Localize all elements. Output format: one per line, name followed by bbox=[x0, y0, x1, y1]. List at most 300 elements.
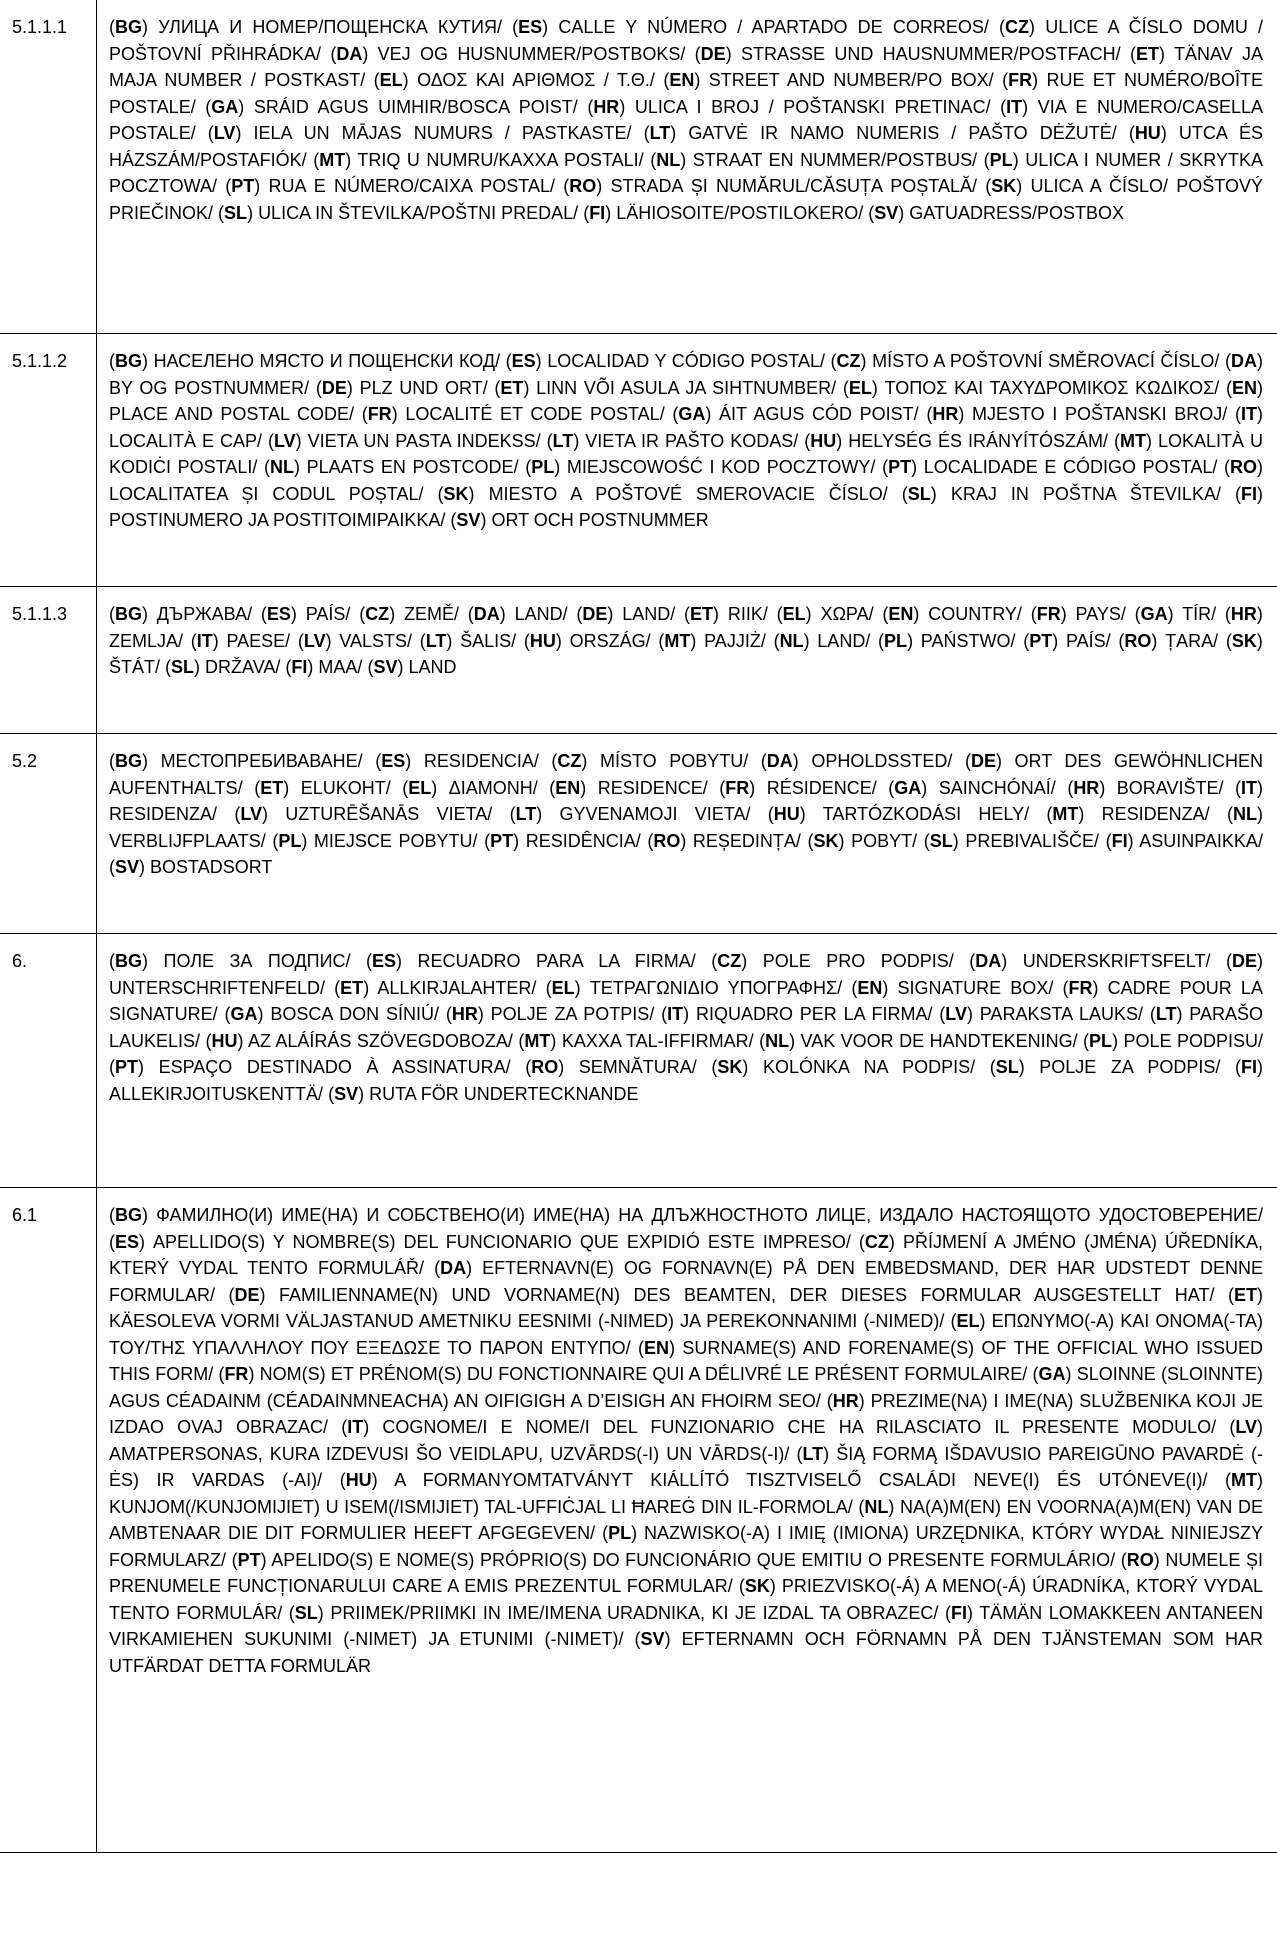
field-number: 6. bbox=[0, 934, 97, 1188]
language-code: HU bbox=[1134, 123, 1161, 143]
translation-entry: (PT) RESIDÊNCIA/ bbox=[484, 830, 641, 851]
translation-text: ORT DES GEWÖHNLICHEN AUFENTHALTS/ bbox=[109, 751, 1264, 798]
translation-entry: (SK) KOLÓNKA NA PODPIS/ bbox=[711, 1057, 976, 1077]
translation-text: RUTA FÖR UNDERTECKNANDE bbox=[369, 1083, 639, 1104]
language-code: BG bbox=[115, 951, 142, 971]
language-code: ET bbox=[340, 977, 364, 998]
translation-entry: (MT) KUNJOM(/KUNJOMIJIET) U ISEM(/ISMIJIET) TAL-UFFIĊJAL LI ĦAREĠ DIN IL-FORMOLA/ bbox=[109, 1470, 1263, 1517]
translation-text: GYVENAMOJI VIETA/ bbox=[559, 804, 751, 824]
translation-text: GATUADRESS/POSTBOX bbox=[909, 202, 1124, 223]
language-code: CZ bbox=[836, 351, 861, 371]
translation-text: MIEJSCE POBYTU/ bbox=[313, 830, 478, 851]
translation-entry: (NL) VERBLIJFPLAATS/ bbox=[109, 804, 1263, 851]
translation-text: A FORMANYOMTATVÁNYT KIÁLLÍTÓ TISZTVISELŐ CSALÁDI NEVE(I) ÉS UTÓNEVE(I)/ bbox=[394, 1470, 1208, 1490]
translation-entry: (SV) BOSTADSORT bbox=[109, 857, 273, 877]
language-code: LV bbox=[213, 123, 236, 143]
translation-entry: (BG) ДЪРЖАВА/ bbox=[109, 604, 253, 624]
translation-text: STRAAT EN NUMMER/POSTBUS/ bbox=[692, 149, 978, 170]
translation-text: RESIDÊNCIA/ bbox=[525, 830, 641, 851]
language-code: FI bbox=[589, 202, 606, 223]
language-code: HR bbox=[932, 404, 959, 424]
translation-text: ŠTÁT/ bbox=[109, 657, 161, 677]
translation-entry: (CZ) POLE PRO PODPIS/ bbox=[711, 951, 954, 971]
translation-entry: (SK) ULICA A ČÍSLO/ POŠTOVÝ PRIEČINOK/ bbox=[109, 176, 1263, 223]
language-code: EN bbox=[857, 977, 883, 998]
translation-entry: (FR) PAYS/ bbox=[1030, 604, 1126, 624]
translation-text: RECUADRO PARA LA FIRMA/ bbox=[417, 951, 696, 971]
language-code: ES bbox=[511, 351, 536, 371]
field-translations bbox=[97, 0, 1277, 334]
translation-text: KRAJ IN POŠTNA ŠTEVILKA/ bbox=[950, 483, 1221, 504]
table-row bbox=[0, 934, 1277, 1188]
translation-entry: (DE) UNTERSCHRIFTENFELD/ bbox=[109, 951, 1263, 998]
language-code: EL bbox=[551, 977, 575, 998]
translation-text: HELYSÉG ÉS IRÁNYÍTÓSZÁM/ bbox=[848, 430, 1108, 451]
translation-entry: (EL) ΤΕΤΡΑΓΩΝΙΔΙΟ ΥΠΟΓΡΑΦΗΣ/ bbox=[545, 977, 843, 998]
translation-entry: (PL) MIEJSCE POBYTU/ bbox=[272, 830, 478, 851]
translation-text: STRADA ȘI NUMĂRUL/CĂSUȚA POȘTALĂ/ bbox=[610, 176, 977, 196]
translation-entry: (MT) PAJJIŻ/ bbox=[658, 630, 766, 651]
translation-text: NA(A)M(EN) EN VOORNA(A)M(EN) VAN DE AMBTENAAR DIE DIT FORMULIER HEEFT AFGEGEVEN/ bbox=[109, 1496, 1264, 1543]
translation-text: POLE PRO PODPIS/ bbox=[762, 951, 954, 971]
translation-entry: (ES) RESIDENCIA/ bbox=[375, 751, 539, 771]
translation-text: UNDERSKRIFTSFELT/ bbox=[1022, 951, 1211, 971]
language-code: LT bbox=[552, 430, 574, 451]
translation-text: ФАМИЛНО(И) ИМЕ(НА) И СОБСТВЕНО(И) ИМЕ(НА) НА ДЛЪЖНОСТНОТО ЛИЦЕ, ИЗДАЛО НАСТОЯЩОТО УДОСТОВЕРЕНИЕ/ bbox=[156, 1205, 1263, 1225]
language-code: GA bbox=[1140, 604, 1168, 624]
translation-entry: (BG) ПОЛЕ ЗА ПОДПИС/ bbox=[109, 951, 351, 971]
language-code: LV bbox=[274, 430, 296, 451]
translation-entry: (HR) ZEMLJA/ bbox=[109, 604, 1263, 651]
language-code: EL bbox=[408, 777, 432, 798]
translation-entry: (LV) UZTURĒŠANĀS VIETA/ bbox=[234, 804, 493, 824]
language-code: HU bbox=[529, 630, 556, 651]
translation-text: ДЪРЖАВА/ bbox=[156, 604, 253, 624]
translation-text: TÄMÄN LOMAKKEEN ANTANEEN VIRKAMIEHEN SUKUNIMI (-NIMET) JA ETUNIMI (-NIMET)/ bbox=[109, 1602, 1263, 1649]
language-code: DE bbox=[1231, 951, 1257, 971]
language-code: IT bbox=[196, 630, 213, 651]
translation-entry: (ES) APELLIDO(S) Y NOMBRE(S) DEL FUNCIONARIO QUE EXPIDIÓ ESTE IMPRESO/ bbox=[109, 1231, 851, 1252]
language-code: DA bbox=[766, 751, 793, 771]
translation-entry: (HU) HELYSÉG ÉS IRÁNYÍTÓSZÁM/ bbox=[804, 430, 1108, 451]
translation-entry: (BG) НАСЕЛЕНО МЯСТО И ПОЩЕНСКИ КОД/ bbox=[109, 351, 501, 371]
language-code: HU bbox=[345, 1470, 372, 1490]
language-code: MT bbox=[1052, 804, 1079, 824]
language-code: HR bbox=[1073, 777, 1100, 798]
language-code: HU bbox=[810, 430, 837, 451]
translation-entry: (EN) COUNTRY/ bbox=[882, 604, 1022, 624]
translation-entry: (DA) OPHOLDSSTED/ bbox=[760, 751, 953, 771]
language-code: PT bbox=[888, 457, 912, 477]
translation-entry: (NL) LAND/ bbox=[773, 630, 871, 651]
language-code: FR bbox=[1068, 977, 1093, 998]
language-code: EN bbox=[555, 777, 581, 798]
translation-text: ZEMLJA/ bbox=[109, 630, 184, 651]
language-code: DA bbox=[1231, 351, 1257, 371]
language-code: RO bbox=[1124, 630, 1152, 651]
translation-entry: (EL) ΧΩΡΑ/ bbox=[776, 604, 874, 624]
language-code: BG bbox=[115, 751, 142, 771]
language-code: FI bbox=[1241, 1057, 1257, 1077]
translation-text: RÉSIDENCE/ bbox=[766, 777, 877, 798]
field-translations bbox=[97, 934, 1277, 1188]
translation-text: PLACE AND POSTAL CODE/ bbox=[109, 404, 355, 424]
translation-text: RIQUADRO PER LA FIRMA/ bbox=[695, 1004, 933, 1024]
translation-text: STRASSE UND HAUSNUMMER/POSTFACH/ bbox=[741, 43, 1121, 64]
translation-text: VEJ OG HUSNUMMER/POSTBOKS/ bbox=[377, 43, 686, 64]
translation-text: ŠALIS/ bbox=[460, 630, 517, 651]
translation-entry: (HU) A FORMANYOMTATVÁNYT KIÁLLÍTÓ TISZTVISELŐ CSALÁDI NEVE(I) ÉS UTÓNEVE(I)/ bbox=[339, 1470, 1208, 1490]
translation-text: PREZIME(NA) I IME(NA) SLUŽBENIKA KOJI JE IZDAO OVAJ OBRAZAC/ bbox=[109, 1390, 1263, 1437]
translation-text: МЕСТОПРЕБИВАВАНЕ/ bbox=[160, 751, 363, 771]
translation-text: BOSCA DON SÍNIÚ/ bbox=[270, 1004, 439, 1024]
language-code: SL bbox=[294, 1602, 318, 1623]
translation-text: MIESTO A POŠTOVÉ SMEROVACIE ČÍSLO/ bbox=[488, 483, 888, 504]
translation-entry: (DA) VEJ OG HUSNUMMER/POSTBOKS/ bbox=[330, 43, 686, 64]
translation-text: RUE ET NUMÉRO/BOÎTE POSTALE/ bbox=[109, 70, 1263, 117]
language-code: CZ bbox=[365, 604, 390, 624]
translation-entry: (BG) ФАМИЛНО(И) ИМЕ(НА) И СОБСТВЕНО(И) ИМЕ(НА) НА ДЛЪЖНОСТНОТО ЛИЦЕ, ИЗДАЛО НАСТОЯЩОТО УДОСТОВЕРЕНИЕ/ bbox=[109, 1205, 1263, 1225]
translation-entry: (LV) VIETA UN PASTA INDEKSS/ bbox=[268, 430, 541, 451]
language-code: EL bbox=[956, 1311, 980, 1331]
field-translations bbox=[97, 1188, 1277, 1853]
language-code: PL bbox=[989, 149, 1013, 170]
table-row bbox=[0, 334, 1277, 587]
language-code: BG bbox=[115, 1205, 142, 1225]
field-number: 6.1 bbox=[0, 1188, 97, 1853]
language-code: GA bbox=[894, 777, 922, 798]
translation-entry: (LT) ŠIĄ FORMĄ IŠDAVUSIO PAREIGŪNO PAVARDĖ (-ĖS) IR VARDAS (-AI)/ bbox=[109, 1443, 1264, 1490]
translation-entry: (ES) PAÍS/ bbox=[260, 604, 351, 624]
translation-entry: (MT) RESIDENZA/ bbox=[1046, 804, 1210, 824]
language-code: SV bbox=[115, 857, 140, 877]
translation-entry: (PL) ULICA I NUMER / SKRYTKA POCZTOWA/ bbox=[109, 149, 1263, 196]
translation-text: MÍSTO A POŠTOVNÍ SMĚROVACÍ ČÍSLO/ bbox=[872, 351, 1220, 371]
translation-text: STREET AND NUMBER/PO BOX/ bbox=[708, 70, 994, 90]
translation-entry: (MT) TRIQ U NUMRU/KAXXA POSTALI/ bbox=[313, 149, 644, 170]
language-code: RO bbox=[1126, 1549, 1154, 1570]
translation-entry: (IT) RESIDENZA/ bbox=[109, 777, 1263, 824]
translation-text: PLAATS EN POSTCODE/ bbox=[306, 457, 519, 477]
translation-entry: (GA) SRÁID AGUS UIMHIR/BOSCA POIST/ bbox=[205, 96, 578, 117]
translation-entry: (FR) CADRE POUR LA SIGNATURE/ bbox=[109, 977, 1263, 1024]
translation-text: DRŽAVA/ bbox=[205, 657, 281, 677]
translation-text: LOCALITÀ E CAP/ bbox=[109, 430, 263, 451]
language-code: BG bbox=[115, 604, 142, 624]
translation-entry: (SL) POLJE ZA PODPIS/ bbox=[989, 1057, 1221, 1077]
translation-entry: (NL) STRAAT EN NUMMER/POSTBUS/ bbox=[650, 149, 978, 170]
translation-entry: (ET) ALLKIRJALAHTER/ bbox=[334, 977, 537, 998]
translation-text: PAŃSTWO/ bbox=[920, 630, 1016, 651]
translation-text: ΔΙΑΜΟΝΗ/ bbox=[448, 777, 538, 798]
translation-entry: (PT) ESPAÇO DESTINADO À ASSINATURA/ bbox=[109, 1057, 511, 1077]
language-code: ET bbox=[1136, 43, 1160, 64]
translation-text: ŠIĄ FORMĄ IŠDAVUSIO PAREIGŪNO PAVARDĖ (-ĖS) IR VARDAS (-AI)/ bbox=[109, 1443, 1264, 1490]
translation-text: PARAŠO LAUKELIS/ bbox=[109, 1004, 1263, 1051]
language-code: PL bbox=[608, 1523, 632, 1543]
translation-text: ORSZÁG/ bbox=[569, 630, 651, 651]
translation-text: PAESE/ bbox=[226, 630, 291, 651]
translation-text: LOCALITÉ ET CODE POSTAL/ bbox=[405, 404, 665, 424]
translation-entry: (PT) APELIDO(S) E NOME(S) PRÓPRIO(S) DO FUNCIONÁRIO QUE EMITIU O PRESENTE FORMULÁRIO/ bbox=[231, 1549, 1116, 1570]
language-code: PT bbox=[1029, 630, 1053, 651]
translation-text: ULICA I BROJ / POŠTANSKI PRETINAC/ bbox=[634, 96, 991, 117]
translation-text: PREBIVALIŠČE/ bbox=[965, 830, 1100, 851]
translation-entry: (HR) ULICA I BROJ / POŠTANSKI PRETINAC/ bbox=[587, 96, 991, 117]
translation-text: REȘEDINȚA/ bbox=[692, 830, 801, 851]
translation-text: CALLE Y NÚMERO / APARTADO DE CORREOS/ bbox=[558, 17, 989, 37]
translation-entry: (HU) AZ ALÁÍRÁS SZÖVEGDOBOZA/ bbox=[205, 1030, 513, 1051]
translation-text: NAZWISKO(-A) I IMIĘ (IMIONA) URZĘDNIKA, KTÓRY WYDAŁ NINIEJSZY FORMULARZ/ bbox=[109, 1523, 1263, 1570]
translation-text: SURNAME(S) AND FORENAME(S) OF THE OFFICIAL WHO ISSUED THIS FORM/ bbox=[109, 1337, 1263, 1384]
translation-entry: (EN) PLACE AND POSTAL CODE/ bbox=[109, 377, 1263, 424]
field-number: 5.2 bbox=[0, 734, 97, 934]
table-row bbox=[0, 587, 1277, 734]
translation-text: SLOINNE (SLOINNTE) AGUS CÉADAINM (CÉADAINMNEACHA) AN OIFIGIGH A D’EISIGH AN FHOIRM SEO/ bbox=[109, 1364, 1263, 1411]
language-code: ES bbox=[115, 1231, 140, 1252]
language-code: DE bbox=[321, 377, 347, 398]
translation-text: ULICA I NUMER / SKRYTKA POCZTOWA/ bbox=[109, 149, 1263, 196]
language-code: HR bbox=[451, 1004, 478, 1024]
language-code: SV bbox=[334, 1083, 359, 1104]
translation-entry: (RO) NUMELE ȘI PRENUMELE FUNCȚIONARULUI CARE A EMIS PREZENTUL FORMULAR/ bbox=[109, 1549, 1263, 1596]
language-code: DA bbox=[975, 951, 1002, 971]
language-code: DA bbox=[440, 1258, 467, 1278]
language-code: SV bbox=[456, 510, 481, 530]
translation-entry: (RO) REȘEDINȚA/ bbox=[647, 830, 801, 851]
table-row bbox=[0, 734, 1277, 934]
translation-entry: (GA) SAINCHÓNAÍ/ bbox=[888, 777, 1056, 798]
language-code: LV bbox=[303, 630, 326, 651]
translation-text: ULICA IN ŠTEVILKA/POŠTNI PREDAL/ bbox=[258, 202, 579, 223]
translation-entry: (ET) TÄNAV JA MAJA NUMBER / POSTKAST/ bbox=[109, 43, 1263, 90]
translation-entry: (ES) CALLE Y NÚMERO / APARTADO DE CORREOS/ bbox=[512, 17, 989, 37]
translation-entry: (PL) PAŃSTWO/ bbox=[878, 630, 1016, 651]
translation-text: PLZ UND ORT/ bbox=[359, 377, 488, 398]
language-code: SL bbox=[995, 1057, 1019, 1077]
language-code: DE bbox=[582, 604, 608, 624]
translation-text: MIEJSCOWOŚĆ I KOD POCZTOWY/ bbox=[566, 457, 876, 477]
translation-text: ΟΔΟΣ ΚΑΙ ΑΡΙΘΜΟΣ / Τ.Θ./ bbox=[417, 70, 655, 90]
language-code: IT bbox=[1241, 777, 1257, 798]
translation-text: TARTÓZKODÁSI HELY/ bbox=[822, 804, 1030, 824]
language-code: IT bbox=[347, 1417, 364, 1437]
translation-text: IELA UN MĀJAS NUMURS / PASTKASTE/ bbox=[253, 123, 632, 143]
field-translations bbox=[97, 334, 1277, 587]
language-code: LT bbox=[515, 804, 537, 824]
translation-entry: (LV) PARAKSTA LAUKS/ bbox=[939, 1004, 1143, 1024]
translation-entry: (EL) ΟΔΟΣ ΚΑΙ ΑΡΙΘΜΟΣ / Τ.Θ./ bbox=[373, 70, 655, 90]
language-code: HR bbox=[832, 1390, 859, 1411]
translation-entry: (RO) LOCALITATEA ȘI CODUL POȘTAL/ bbox=[109, 457, 1263, 504]
translation-entry: (IT) LOCALITÀ E CAP/ bbox=[109, 404, 1263, 451]
translation-text: LAND/ bbox=[817, 630, 871, 651]
translation-text: ȚARA/ bbox=[1165, 630, 1219, 651]
translation-text: LOCALIDADE E CÓDIGO POSTAL/ bbox=[923, 457, 1218, 477]
translation-text: ΕΠΩΝΥΜΟ(-Α) ΚΑΙ ΟΝΟΜΑ(-ΤΑ) ΤΟΥ/ΤΗΣ ΥΠΑΛΛΗΛΟΥ ΠΟΥ ΕΞΕΔΩΣΕ ΤΟ ΠΑΡΟΝ ΕΝΤΥΠΟ/ bbox=[109, 1311, 1264, 1358]
language-code: LT bbox=[649, 123, 671, 143]
field-translations bbox=[97, 734, 1277, 934]
translation-entry: (GA) TÍR/ bbox=[1134, 604, 1217, 624]
translation-text: PAÍS/ bbox=[1065, 630, 1111, 651]
translation-entry: (FR) RUE ET NUMÉRO/BOÎTE POSTALE/ bbox=[109, 70, 1263, 117]
translation-entry: (SV) GATUADRESS/POSTBOX bbox=[868, 202, 1124, 223]
translation-entry: (SV) LAND bbox=[367, 657, 457, 677]
translation-text: VAK VOOR DE HANDTEKENING/ bbox=[800, 1030, 1078, 1051]
translation-text: ASUINPAIKKA/ bbox=[1139, 830, 1263, 851]
language-code: GA bbox=[1038, 1364, 1066, 1384]
language-code: SV bbox=[874, 202, 899, 223]
language-code: LV bbox=[945, 1004, 967, 1024]
language-code: MT bbox=[664, 630, 691, 651]
translation-entry: (EN) SURNAME(S) AND FORENAME(S) OF THE OFFICIAL WHO ISSUED THIS FORM/ bbox=[109, 1337, 1263, 1384]
translation-text: ULICE A ČÍSLO DOMU / POŠTOVNÍ PŘIHRÁDKA/ bbox=[109, 17, 1264, 64]
translation-entry: (HU) UTCA ÉS HÁZSZÁM/POSTAFIÓK/ bbox=[109, 123, 1263, 170]
translation-text: VIETA IR PAŠTO KODAS/ bbox=[585, 430, 799, 451]
translation-entry: (EN) SIGNATURE BOX/ bbox=[851, 977, 1054, 998]
language-code: SK bbox=[443, 483, 469, 504]
language-code: IT bbox=[667, 1004, 684, 1024]
translation-text: УЛИЦА И НОМЕР/ПОЩЕНСКА КУТИЯ/ bbox=[158, 17, 502, 37]
language-code: PT bbox=[231, 176, 255, 196]
translation-entry: (RO) SEMNĂTURA/ bbox=[525, 1057, 697, 1077]
language-code: SK bbox=[1231, 630, 1257, 651]
language-code: FI bbox=[1111, 830, 1128, 851]
translation-entry: (FI) ASUINPAIKKA/ bbox=[1105, 830, 1263, 851]
translation-entry: (SK) PRIEZVISKO(-Á) A MENO(-Á) ÚRADNÍKA, KTORÝ VYDAL TENTO FORMULÁR/ bbox=[109, 1576, 1263, 1623]
translation-text: LOKALITÀ U KODIĊI POSTALI/ bbox=[109, 430, 1263, 477]
language-code: PT bbox=[490, 830, 514, 851]
language-code: MT bbox=[1119, 430, 1146, 451]
language-code: PL bbox=[1089, 1030, 1113, 1051]
language-code: MT bbox=[524, 1030, 551, 1051]
translation-entry: (ES) LOCALIDAD Y CÓDIGO POSTAL/ bbox=[505, 351, 825, 371]
translation-entry: (EL) ΤΟΠΟΣ ΚΑΙ ΤΑΧΥΔΡΟΜΙΚΟΣ ΚΩΔΙΚΟΣ/ bbox=[842, 377, 1220, 398]
language-code: PL bbox=[531, 457, 555, 477]
language-code: ET bbox=[1233, 1284, 1257, 1305]
translation-text: KOLÓNKA NA PODPIS/ bbox=[762, 1057, 976, 1077]
translation-entry: (SK) POBYT/ bbox=[807, 830, 918, 851]
translation-entry: (ET) LINN VÕI ASULA JA SIHTNUMBER/ bbox=[494, 377, 837, 398]
translation-text: VIA E NUMERO/CASELLA POSTALE/ bbox=[109, 96, 1264, 143]
translation-entry: (GA) SLOINNE (SLOINNTE) AGUS CÉADAINM (CÉADAINMNEACHA) AN OIFIGIGH A D’EISIGH AN FHOIRM SEO/ bbox=[109, 1364, 1263, 1411]
language-code: HR bbox=[593, 96, 620, 117]
translation-entry: (PL) NAZWISKO(-A) I IMIĘ (IMIONA) URZĘDNIKA, KTÓRY WYDAŁ NINIEJSZY FORMULARZ/ bbox=[109, 1523, 1263, 1570]
translation-text: KUNJOM(/KUNJOMIJIET) U ISEM(/ISMIJIET) TAL-UFFIĊJAL LI ĦAREĠ DIN IL-FORMOLA/ bbox=[109, 1496, 853, 1517]
language-code: LT bbox=[425, 630, 447, 651]
translation-text: POBYT/ bbox=[851, 830, 918, 851]
language-code: SV bbox=[373, 657, 398, 677]
translation-entry: (PT) LOCALIDADE E CÓDIGO POSTAL/ bbox=[882, 457, 1218, 477]
language-code: DE bbox=[700, 43, 726, 64]
field-number: 5.1.1.1 bbox=[0, 0, 97, 334]
language-code: EN bbox=[888, 604, 914, 624]
translation-entry: (CZ) ULICE A ČÍSLO DOMU / POŠTOVNÍ PŘIHRÁDKA/ bbox=[109, 17, 1264, 64]
translation-text: BORAVIŠTE/ bbox=[1116, 777, 1224, 798]
translation-text: OPHOLDSSTED/ bbox=[811, 751, 953, 771]
translation-text: NOM(S) ET PRÉNOM(S) DU FONCTIONNAIRE QUI A DÉLIVRÉ LE PRÉSENT FORMULAIRE/ bbox=[259, 1364, 1028, 1384]
translation-text: POLE PODPISU/ bbox=[1123, 1030, 1264, 1051]
translation-text: AMATPERSONAS, KURA IZDEVUSI ŠO VEIDLAPU, UZVĀRDS(-I) UN VĀRDS(-I)/ bbox=[109, 1443, 790, 1464]
translation-entry: (ET) ELUKOHT/ bbox=[254, 777, 391, 798]
language-code: SK bbox=[813, 830, 839, 851]
translation-text: APELLIDO(S) Y NOMBRE(S) DEL FUNCIONARIO QUE EXPIDIÓ ESTE IMPRESO/ bbox=[153, 1231, 851, 1252]
translation-text: UTCA ÉS HÁZSZÁM/POSTAFIÓK/ bbox=[109, 123, 1263, 170]
language-code: BG bbox=[115, 351, 142, 371]
translation-entry: (CZ) MÍSTO POBYTU/ bbox=[551, 751, 749, 771]
translation-text: RESIDENZA/ bbox=[1101, 804, 1210, 824]
translation-entry: (SK) MIESTO A POŠTOVÉ SMEROVACIE ČÍSLO/ bbox=[437, 483, 888, 504]
translation-entry: (SL) KRAJ IN POŠTNA ŠTEVILKA/ bbox=[901, 483, 1221, 504]
translation-entry: (HU) TARTÓZKODÁSI HELY/ bbox=[767, 804, 1030, 824]
translation-entry: (DA) UNDERSKRIFTSFELT/ bbox=[969, 951, 1211, 971]
language-code: NL bbox=[269, 457, 294, 477]
translation-text: SAINCHÓNAÍ/ bbox=[938, 777, 1056, 798]
translation-text: SIGNATURE BOX/ bbox=[897, 977, 1054, 998]
language-code: ES bbox=[266, 604, 291, 624]
translation-text: UZTURĒŠANĀS VIETA/ bbox=[285, 804, 493, 824]
language-code: NL bbox=[1232, 804, 1257, 824]
language-code: LV bbox=[1235, 1417, 1257, 1437]
translation-text: PRIIMEK/PRIIMKI IN IME/IMENA URADNIKA, KI JE IZDAL TA OBRAZEC/ bbox=[330, 1602, 939, 1623]
translation-entry: (IT) RIQUADRO PER LA FIRMA/ bbox=[661, 1004, 933, 1024]
translation-entry: (DE) ORT DES GEWÖHNLICHEN AUFENTHALTS/ bbox=[109, 751, 1264, 798]
language-code: PT bbox=[115, 1057, 139, 1077]
translation-entry: (RO) ȚARA/ bbox=[1118, 630, 1219, 651]
translation-entry: (HR) BORAVIŠTE/ bbox=[1067, 777, 1224, 798]
translation-entry: (IT) VIA E NUMERO/CASELLA POSTALE/ bbox=[109, 96, 1264, 143]
translation-entry: (CZ) PŘÍJMENÍ A JMÉNO (JMÉNA) ÚŘEDNÍKA, KTERÝ VYDAL TENTO FORMULÁŘ/ bbox=[109, 1231, 1264, 1278]
translation-text: RUA E NÚMERO/CAIXA POSTAL/ bbox=[268, 176, 555, 196]
translation-text: LÄHIOSOITE/POSTILOKERO/ bbox=[616, 202, 864, 223]
translation-entry: (NL) PLAATS EN POSTCODE/ bbox=[263, 457, 519, 477]
translation-entry: (LT) GYVENAMOJI VIETA/ bbox=[509, 804, 751, 824]
translation-text: LOCALITATEA ȘI CODUL POȘTAL/ bbox=[109, 483, 424, 504]
translation-entry: (SL) PRIIMEK/PRIIMKI IN IME/IMENA URADNIKA, KI JE IZDAL TA OBRAZEC/ bbox=[288, 1602, 939, 1623]
translation-entry: (FI) MAA/ bbox=[285, 657, 363, 677]
translation-entry: (EN) STREET AND NUMBER/PO BOX/ bbox=[663, 70, 994, 90]
translation-entry: (ET) KÄESOLEVA VORMI VÄLJASTANUD AMETNIKU EESNIMI (-NIMED) JA PEREKONNANIMI (-NIMED)/ bbox=[109, 1284, 1263, 1331]
translation-text: AZ ALÁÍRÁS SZÖVEGDOBOZA/ bbox=[247, 1030, 513, 1051]
translation-text: LINN VÕI ASULA JA SIHTNUMBER/ bbox=[536, 377, 837, 398]
translation-entry: (CZ) MÍSTO A POŠTOVNÍ SMĚROVACÍ ČÍSLO/ bbox=[830, 351, 1220, 371]
translation-text: LOCALIDAD Y CÓDIGO POSTAL/ bbox=[547, 351, 825, 371]
language-code: SL bbox=[224, 202, 248, 223]
translation-text: NUMELE ȘI PRENUMELE FUNCȚIONARULUI CARE A EMIS PREZENTUL FORMULAR/ bbox=[109, 1549, 1263, 1596]
translation-entry: (DA) BY OG POSTNUMMER/ bbox=[109, 351, 1263, 398]
language-code: SL bbox=[907, 483, 931, 504]
translation-entry: (EL) ΕΠΩΝΥΜΟ(-Α) ΚΑΙ ΟΝΟΜΑ(-ΤΑ) ΤΟΥ/ΤΗΣ ΥΠΑΛΛΗΛΟΥ ΠΟΥ ΕΞΕΔΩΣΕ ΤΟ ΠΑΡΟΝ ΕΝΤΥΠΟ/ bbox=[109, 1311, 1264, 1358]
translation-text: ORT OCH POSTNUMMER bbox=[491, 510, 709, 530]
translation-entry: (HU) ORSZÁG/ bbox=[523, 630, 651, 651]
translation-text: ΧΩΡΑ/ bbox=[820, 604, 874, 624]
language-code: DE bbox=[234, 1284, 260, 1305]
translation-entry: (SL) DRŽAVA/ bbox=[165, 657, 281, 677]
translation-text: PARAKSTA LAUKS/ bbox=[979, 1004, 1143, 1024]
language-code: SK bbox=[717, 1057, 743, 1077]
language-code: NL bbox=[864, 1496, 889, 1517]
field-number: 5.1.1.3 bbox=[0, 587, 97, 734]
language-code: NL bbox=[765, 1030, 790, 1051]
translation-text: LAND/ bbox=[622, 604, 676, 624]
language-code: FR bbox=[224, 1364, 249, 1384]
translation-text: RESIDENCIA/ bbox=[423, 751, 539, 771]
language-code: CZ bbox=[717, 951, 742, 971]
translation-text: RESIDENZA/ bbox=[109, 804, 218, 824]
translation-entry: (DA) EFTERNAVN(E) OG FORNAVN(E) PÅ DEN EMBEDSMAND, DER HAR UDSTEDT DENNE FORMULAR/ bbox=[109, 1258, 1263, 1305]
language-code: EN bbox=[1231, 377, 1257, 398]
translation-text: LAND bbox=[408, 657, 457, 677]
